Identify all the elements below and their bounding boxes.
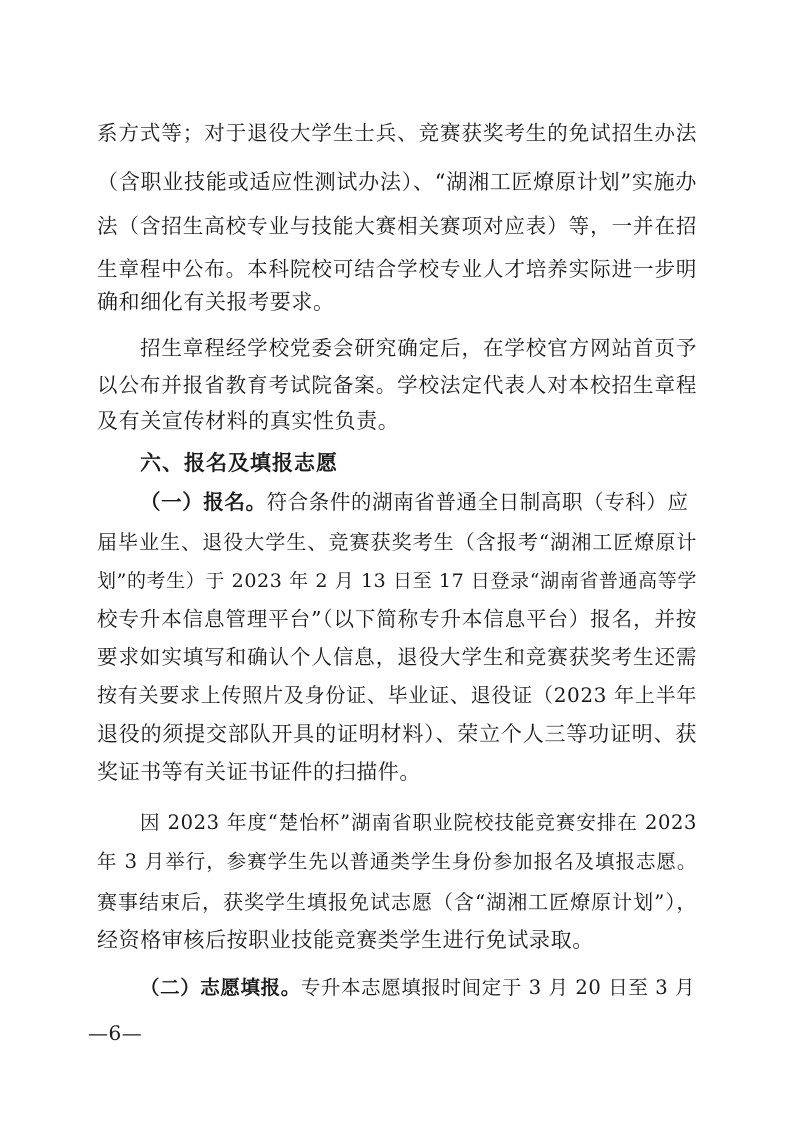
- paragraph-line: 确和细化有关报考要求。: [97, 290, 335, 314]
- paragraph-line: 法（含招生高校专业与技能大赛相关赛项对应表）等，一并在招: [97, 214, 697, 238]
- paragraph-line: 赛事结束后，获奖学生填报免试志愿（含“湖湘工匠燎原计划”），: [97, 890, 697, 914]
- paragraph-line: （含职业技能或适应性测试办法）、“湖湘工匠燎原计划”实施办: [97, 170, 697, 194]
- paragraph-line: 经资格审核后按职业技能竞赛类学生进行免试录取。: [97, 928, 594, 952]
- paragraph-line: 校专升本信息管理平台”（以下简称专升本信息平台）报名，并按: [97, 607, 697, 631]
- paragraph-line: 生章程中公布。本科院校可结合学校专业人才培养实际进一步明: [97, 257, 697, 281]
- subsection-title: （一）报名。: [140, 490, 267, 514]
- paragraph-line: 按有关要求上传照片及身份证、毕业证、退役证（2023 年上半年: [97, 683, 697, 707]
- paragraph-line: 要求如实填写和确认个人信息，退役大学生和竞赛获奖考生还需: [97, 645, 697, 669]
- paragraph-line: [140, 487, 697, 517]
- paragraph-line: 划”的考生）于 2023 年 2 月 13 日至 17 日登录“湖南省普通高等学: [97, 570, 697, 592]
- page-number: —6—: [88, 1021, 143, 1045]
- paragraph-line: 招生章程经学校党委会研究确定后，在学校官方网站首页予: [140, 336, 697, 360]
- paragraph-line: 以公布并报省教育考试院备案。学校法定代表人对本校招生章程: [97, 373, 697, 397]
- paragraph-line: 退役的须提交部队开具的证明材料）、荣立个人三等功证明、获: [97, 722, 697, 746]
- subsection-title: （二）志愿填报。: [140, 976, 301, 999]
- paragraph-line: 年 3 月举行，参赛学生先以普通类学生身份参加报名及填报志愿。: [97, 850, 697, 873]
- paragraph-line: [140, 973, 697, 1003]
- paragraph-text: 符合条件的湖南省普通全日制高职（专科）应: [266, 490, 689, 514]
- paragraph-text: 专升本志愿填报时间定于 3 月 20 日至 3 月: [300, 976, 696, 999]
- paragraph-line: 因 2023 年度“楚怡杯”湖南省职业院校技能竞赛安排在 2023: [140, 811, 697, 834]
- paragraph-line: 及有关宣传材料的真实性负责。: [97, 409, 400, 433]
- paragraph-line: 奖证书等有关证书证件的扫描件。: [97, 760, 421, 784]
- section-heading: 六、报名及填报志愿: [140, 451, 338, 475]
- paragraph-line: 系方式等；对于退役大学生士兵、竞赛获奖考生的免试招生办法: [97, 121, 697, 145]
- paragraph-line: 届毕业生、退役大学生、竞赛获奖考生（含报考“湖湘工匠燎原计: [97, 530, 697, 554]
